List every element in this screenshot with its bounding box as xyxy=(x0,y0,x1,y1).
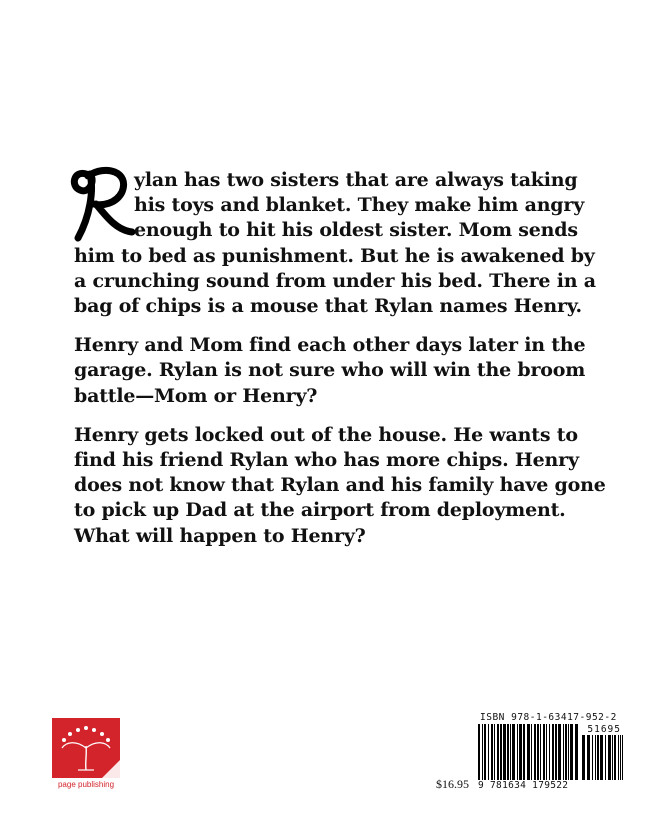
barcode-bar xyxy=(587,735,590,780)
text-line: enough to hit his oldest sister. Mom sends xyxy=(134,219,578,242)
text-line: bag of chips is a mouse that Rylan names Henry. xyxy=(74,295,582,318)
isbn-label: ISBN 978-1-63417-952-2 xyxy=(480,712,617,723)
text-line: him to bed as punishment. But he is awakened by xyxy=(74,244,595,267)
barcode-bar xyxy=(510,724,511,780)
text-line: a crunching sound from under his bed. There in a xyxy=(74,269,596,292)
text-line: ylan has two sisters that are always taking xyxy=(134,169,578,191)
barcode-bar xyxy=(540,724,541,780)
barcode-bar xyxy=(523,724,525,780)
barcode-bar xyxy=(597,735,599,780)
barcode-bar xyxy=(600,735,603,780)
barcode-bar xyxy=(558,724,561,780)
barcode-bar xyxy=(568,724,569,780)
barcode-bar xyxy=(575,724,578,780)
barcode-addon-number: 51695 xyxy=(587,724,621,735)
barcode-bar xyxy=(484,724,486,780)
barcode-bar xyxy=(622,735,623,780)
barcode-bar xyxy=(549,724,550,780)
barcode-bar xyxy=(595,735,596,780)
barcode-bar xyxy=(497,724,499,780)
barcode-number: 9 781634 179522 xyxy=(478,780,569,791)
barcode-bar xyxy=(482,724,483,780)
barcode-bar xyxy=(570,724,573,780)
publisher-logo-mark xyxy=(52,718,120,778)
barcode-bar xyxy=(478,724,480,780)
barcode-bar xyxy=(612,735,613,780)
barcode-bar xyxy=(507,724,509,780)
barcode-bar xyxy=(618,735,619,780)
text-line: find his friend Rylan who has more chips. Henry xyxy=(74,449,579,472)
barcode-bars xyxy=(478,724,578,780)
publisher-name-part2: publishing xyxy=(78,780,115,789)
barcode-bar xyxy=(534,724,536,780)
barcode-bar xyxy=(494,724,495,780)
text-line: What will happen to Henry? xyxy=(74,524,366,547)
text-line: Henry gets locked out of the house. He wants to xyxy=(74,423,578,446)
barcode-bar xyxy=(537,724,539,780)
publisher-name xyxy=(52,780,120,789)
dropcap-r-illustration xyxy=(66,160,138,246)
barcode-bar xyxy=(563,724,564,780)
barcode-bar xyxy=(519,724,522,780)
text-line: does not know that Rylan and his family have gone xyxy=(74,474,606,497)
barcode-bar xyxy=(614,735,616,780)
barcode-bar xyxy=(488,724,489,780)
barcode-bar xyxy=(565,724,567,780)
barcode-bar xyxy=(555,724,557,780)
text-line: garage. Rylan is not sure who will win the broom xyxy=(74,359,586,382)
barcode-bar xyxy=(512,724,515,780)
barcode-bar xyxy=(527,724,530,780)
blurb-paragraph-2 xyxy=(74,333,604,409)
isbn-barcode xyxy=(478,712,624,796)
publisher-name-part1: page xyxy=(57,780,76,789)
text-line: battle—Mom or Henry? xyxy=(74,384,318,407)
barcode-bar xyxy=(605,735,606,780)
barcode-bar xyxy=(503,724,506,780)
text-line: his toys and blanket. They make him angry xyxy=(134,194,585,217)
barcode-bar xyxy=(608,735,611,780)
barcode-addon-bars xyxy=(582,735,624,780)
barcode-bar xyxy=(552,724,554,780)
barcode-bar xyxy=(620,735,621,780)
barcode-bar xyxy=(500,724,502,780)
publisher-logo xyxy=(52,718,120,792)
barcode-bar xyxy=(491,724,493,780)
barcode-bar xyxy=(592,735,593,780)
price-label: $16.95 xyxy=(436,777,469,791)
barcode-bar xyxy=(543,724,545,780)
blurb-paragraph-1 xyxy=(74,168,604,319)
blurb-paragraph-3 xyxy=(74,423,604,549)
text-line: Henry and Mom find each other days later in the xyxy=(74,334,586,357)
barcode-bar xyxy=(546,724,547,780)
text-line: to pick up Dad at the airport from deployment. xyxy=(74,499,566,522)
barcode-bar xyxy=(582,735,585,780)
back-cover-blurb xyxy=(74,168,604,563)
barcode-bar xyxy=(517,724,518,780)
barcode-bar xyxy=(531,724,532,780)
